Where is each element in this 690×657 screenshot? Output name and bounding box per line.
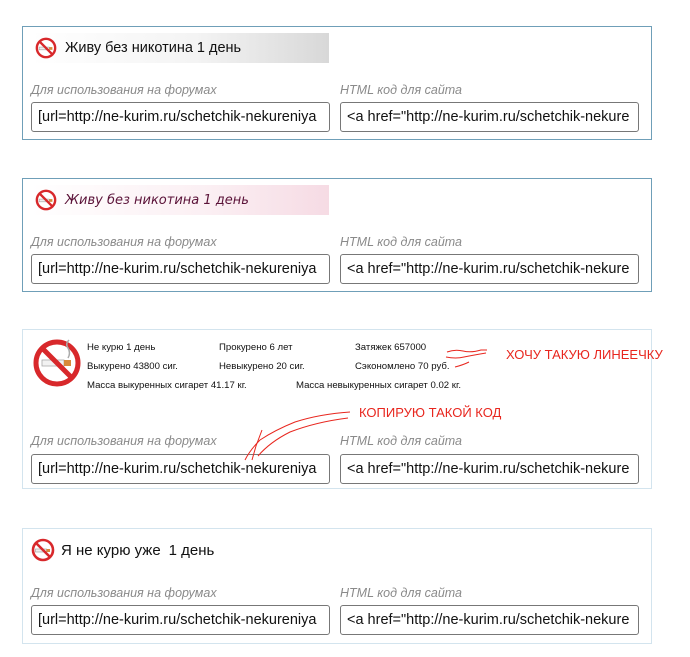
html-label: HTML код для сайта — [340, 235, 462, 249]
widget-panel-2 — [22, 178, 652, 292]
banner-title-prefix: Я не курю уже — [61, 541, 161, 559]
annotation-copy-code: КОПИРУЮ ТАКОЙ КОД — [359, 405, 502, 420]
stat-puffs: Затяжек 657000 — [355, 342, 427, 353]
counter-banner — [31, 185, 329, 215]
stat-mass-smoked: Масса выкуренных сигарет 41.17 кг. — [87, 380, 247, 391]
forum-code-input[interactable]: [url=http://ne-kurim.ru/schetchik-nekureniya — [31, 102, 330, 132]
html-label: HTML код для сайта — [340, 83, 462, 97]
no-smoking-icon — [32, 338, 82, 388]
forum-code-input[interactable]: [url=http://ne-kurim.ru/schetchik-nekureniya — [31, 254, 330, 284]
banner-title: Живу без никотина 1 день — [65, 192, 249, 208]
stat-unsmoked-cigs: Невыкурено 20 сиг. — [219, 361, 305, 372]
no-smoking-icon — [35, 189, 57, 211]
forum-label: Для использования на форумах — [31, 235, 217, 249]
stat-saved: Сэкономлено 70 руб. — [355, 361, 450, 372]
stat-no-smoke: Не курю 1 день — [87, 342, 156, 353]
stat-smoked-cigs: Выкурено 43800 сиг. — [87, 361, 178, 372]
no-smoking-icon — [31, 538, 55, 562]
stat-smoked-years: Прокурено 6 лет — [219, 342, 293, 353]
forum-label: Для использования на форумах — [31, 83, 217, 97]
counter-banner — [31, 33, 329, 63]
html-code-input[interactable]: <a href="http://ne-kurim.ru/schetchik-nekure — [340, 605, 639, 635]
banner-title: Живу без никотина 1 день — [65, 40, 242, 56]
forum-code-input[interactable]: [url=http://ne-kurim.ru/schetchik-nekureniya — [31, 454, 330, 484]
html-label: HTML код для сайта — [340, 586, 462, 600]
html-label: HTML код для сайта — [340, 434, 462, 448]
forum-label: Для использования на форумах — [31, 586, 217, 600]
html-code-input[interactable]: <a href="http://ne-kurim.ru/schetchik-nekure — [340, 102, 639, 132]
widget-panel-1 — [22, 26, 652, 140]
no-smoking-icon — [35, 37, 57, 59]
forum-code-input[interactable]: [url=http://ne-kurim.ru/schetchik-nekureniya — [31, 605, 330, 635]
widget-panel-4 — [22, 528, 652, 644]
forum-label: Для использования на форумах — [31, 434, 217, 448]
html-code-input[interactable]: <a href="http://ne-kurim.ru/schetchik-nekure — [340, 254, 639, 284]
stat-mass-unsmoked: Масса невыкуренных сигарет 0.02 кг. — [296, 380, 461, 391]
html-code-input[interactable]: <a href="http://ne-kurim.ru/schetchik-nekure — [340, 454, 639, 484]
banner-title-days: 1 день — [168, 541, 215, 559]
annotation-want-line: ХОЧУ ТАКУЮ ЛИНЕЕЧКУ — [506, 347, 663, 362]
counter-banner — [29, 535, 214, 565]
